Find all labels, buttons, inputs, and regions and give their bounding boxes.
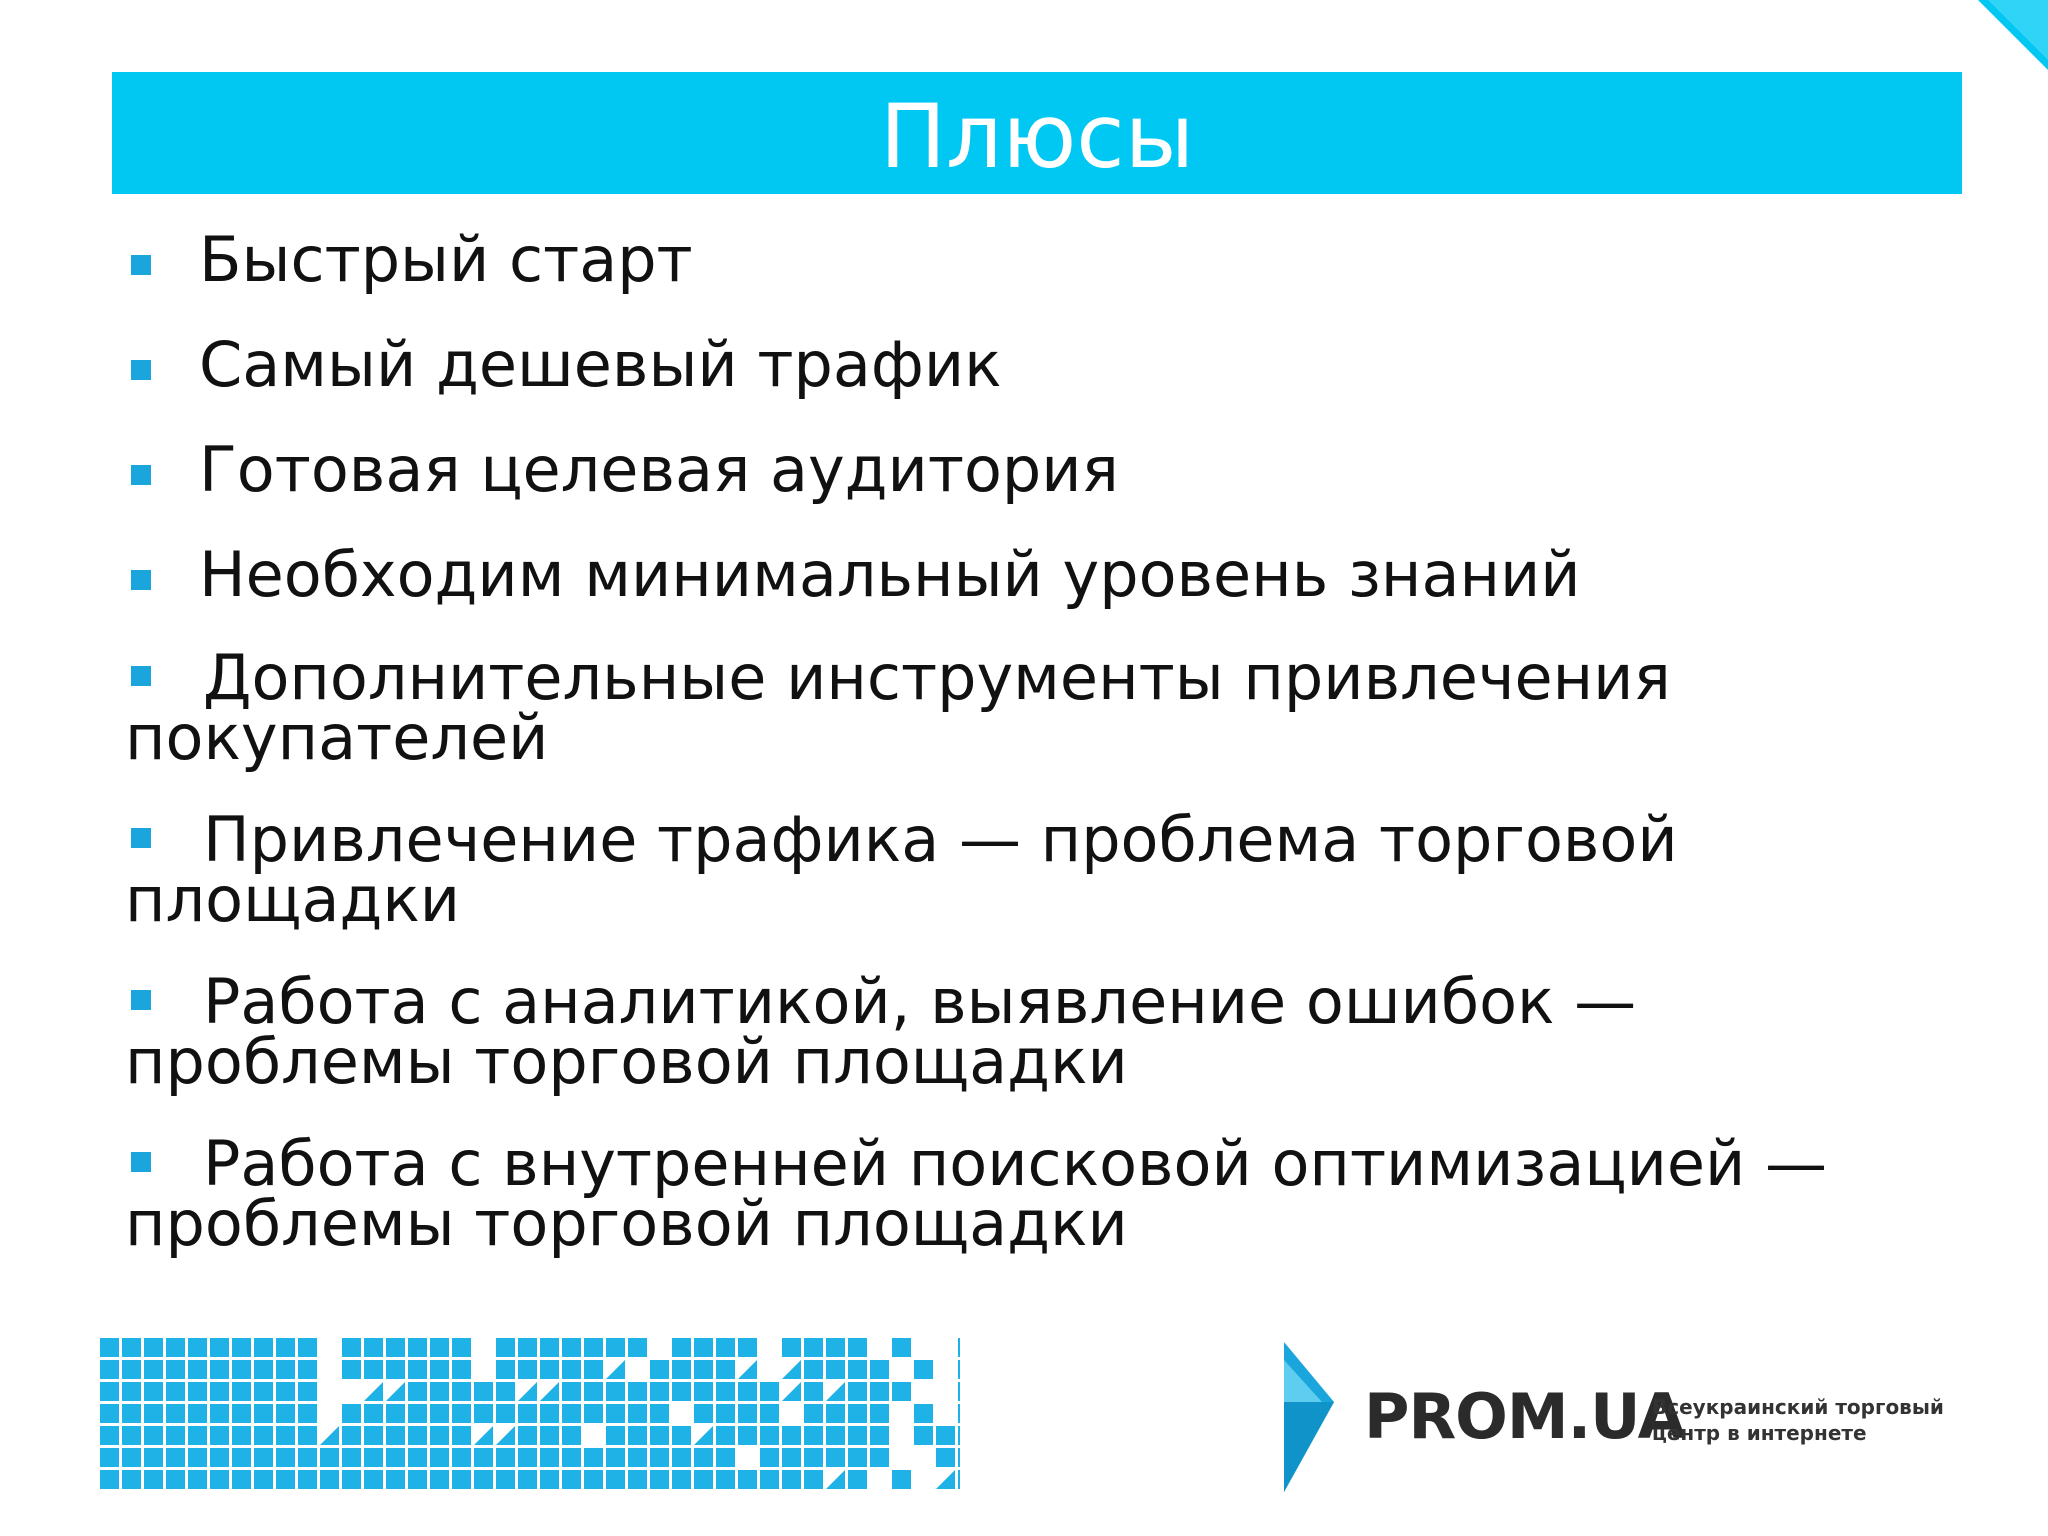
corner-accent-icon [1978,0,2048,70]
square-bullet-icon [131,828,151,848]
bullet-text: Готовая целевая аудитория [199,433,1119,506]
bullet-item [125,538,1985,611]
square-bullet-icon [131,465,151,485]
square-bullet-icon [131,666,151,686]
bullet-text-continued: проблемы торговой площадки [125,1187,1128,1260]
square-bullet-icon [131,1152,151,1172]
prom-tagline [1652,1394,1944,1446]
bullet-text: Быстрый старт [199,223,693,296]
prom-tagline-line1: Всеукраинский торговый [1652,1395,1944,1419]
bullet-text-continued: площадки [125,863,461,936]
bullet-text: Работа с аналитикой, выявление ошибок — [203,965,1637,1038]
title-bar [112,72,1962,194]
bullet-text: Привлечение трафика — проблема торговой [203,803,1678,876]
prom-logo [1282,1340,1982,1495]
bullet-item [125,433,1985,506]
bullet-item [125,965,1985,1098]
square-bullet-icon [131,255,151,275]
bullet-text: Самый дешевый трафик [199,328,1002,401]
bullet-text-continued: проблемы торговой площадки [125,1025,1128,1098]
prom-wordmark: PROM.UA [1364,1380,1685,1453]
bullet-list [125,223,1985,1296]
square-bullet-icon [131,570,151,590]
square-bullet-icon [131,360,151,380]
bullet-item [125,328,1985,401]
bullet-item [125,803,1985,936]
bullet-text: Работа с внутренней поисковой оптимизацией — [203,1127,1828,1200]
bullet-text: Необходим минимальный уровень знаний [199,538,1581,611]
pixel-mosaic-logo-icon [100,1336,960,1496]
bullet-item [125,223,1985,296]
bullet-text-continued: покупателей [125,701,549,774]
prom-arrow-icon [1282,1340,1342,1495]
bullet-text: Дополнительные инструменты привлечения [203,641,1671,714]
bullet-item [125,641,1985,774]
slide-title: Плюсы [879,85,1195,188]
bullet-item [125,1127,1985,1260]
square-bullet-icon [131,990,151,1010]
prom-tagline-line2: центр в интернете [1652,1421,1867,1445]
